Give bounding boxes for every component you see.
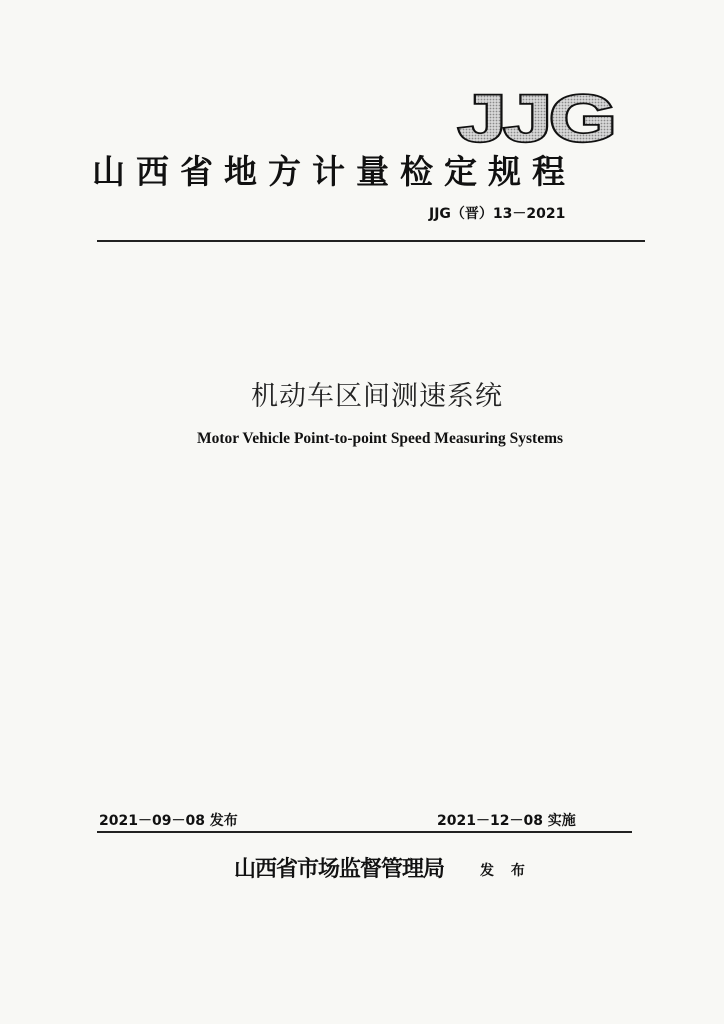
issue-label: 发 布 (480, 863, 531, 879)
document-code: JJG（晋）13－2021 (429, 206, 566, 222)
title-chinese: 机动车区间测速系统 (251, 381, 503, 412)
issue-date: 2021－09－08 发布 (99, 813, 238, 829)
jjg-logo (456, 86, 616, 148)
bottom-divider (97, 831, 632, 833)
document-type-heading: 山西省地方计量检定规程 (92, 152, 576, 191)
title-english: Motor Vehicle Point-to-point Speed Measuring Systems (196, 430, 564, 447)
implementation-date: 2021－12－08 实施 (437, 813, 576, 829)
svg-text:JJG: JJG (458, 86, 614, 148)
top-divider (97, 240, 645, 242)
issuing-authority: 山西省市场监督管理局 (234, 856, 445, 882)
